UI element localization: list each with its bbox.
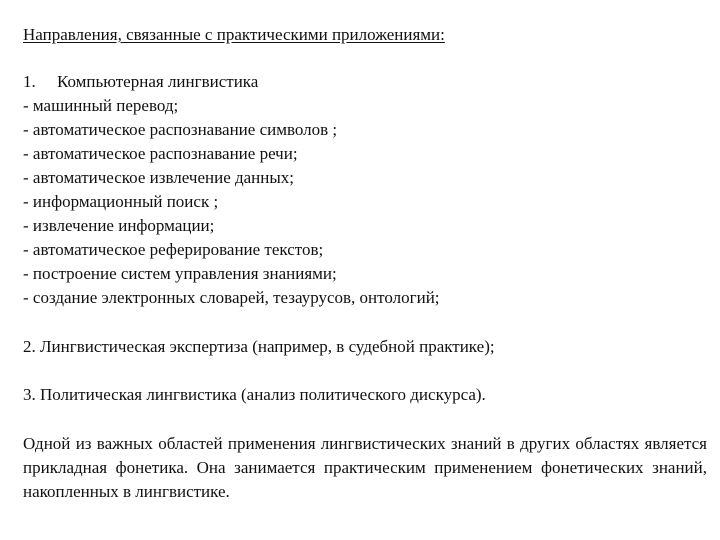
section-1-title-row [23,72,258,92]
applied-phonetics-paragraph: Одной из важных областей применения лингвистических знаний в других областях является прикладная фонетика. Она занимается практическим применением фонетических знаний, накопленных в лингвистике. [23,434,707,501]
section-2-text: 2. Лингвистическая экспертиза (например, в судебной практике); [23,337,495,356]
section-3-text: 3. Политическая лингвистика (анализ политического дискурса). [23,385,486,404]
list-item: - информационный поиск ; [23,192,219,211]
list-item: - машинный перевод; [23,96,179,115]
list-item: - создание электронных словарей, тезаурусов, онтологий; [23,288,440,307]
list-item: - построение систем управления знаниями; [23,264,337,283]
list-item: - автоматическое реферирование текстов; [23,240,324,259]
list-item: - извлечение информации; [23,216,215,235]
section-1-number: 1. [23,72,36,91]
list-item: - автоматическое извлечение данных; [23,168,295,187]
list-item: - автоматическое распознавание символов ; [23,120,338,139]
section-heading: Направления, связанные с практическими приложениями: [23,25,445,44]
section-1-title: Компьютерная лингвистика [57,72,259,91]
list-item: - автоматическое распознавание речи; [23,144,298,163]
